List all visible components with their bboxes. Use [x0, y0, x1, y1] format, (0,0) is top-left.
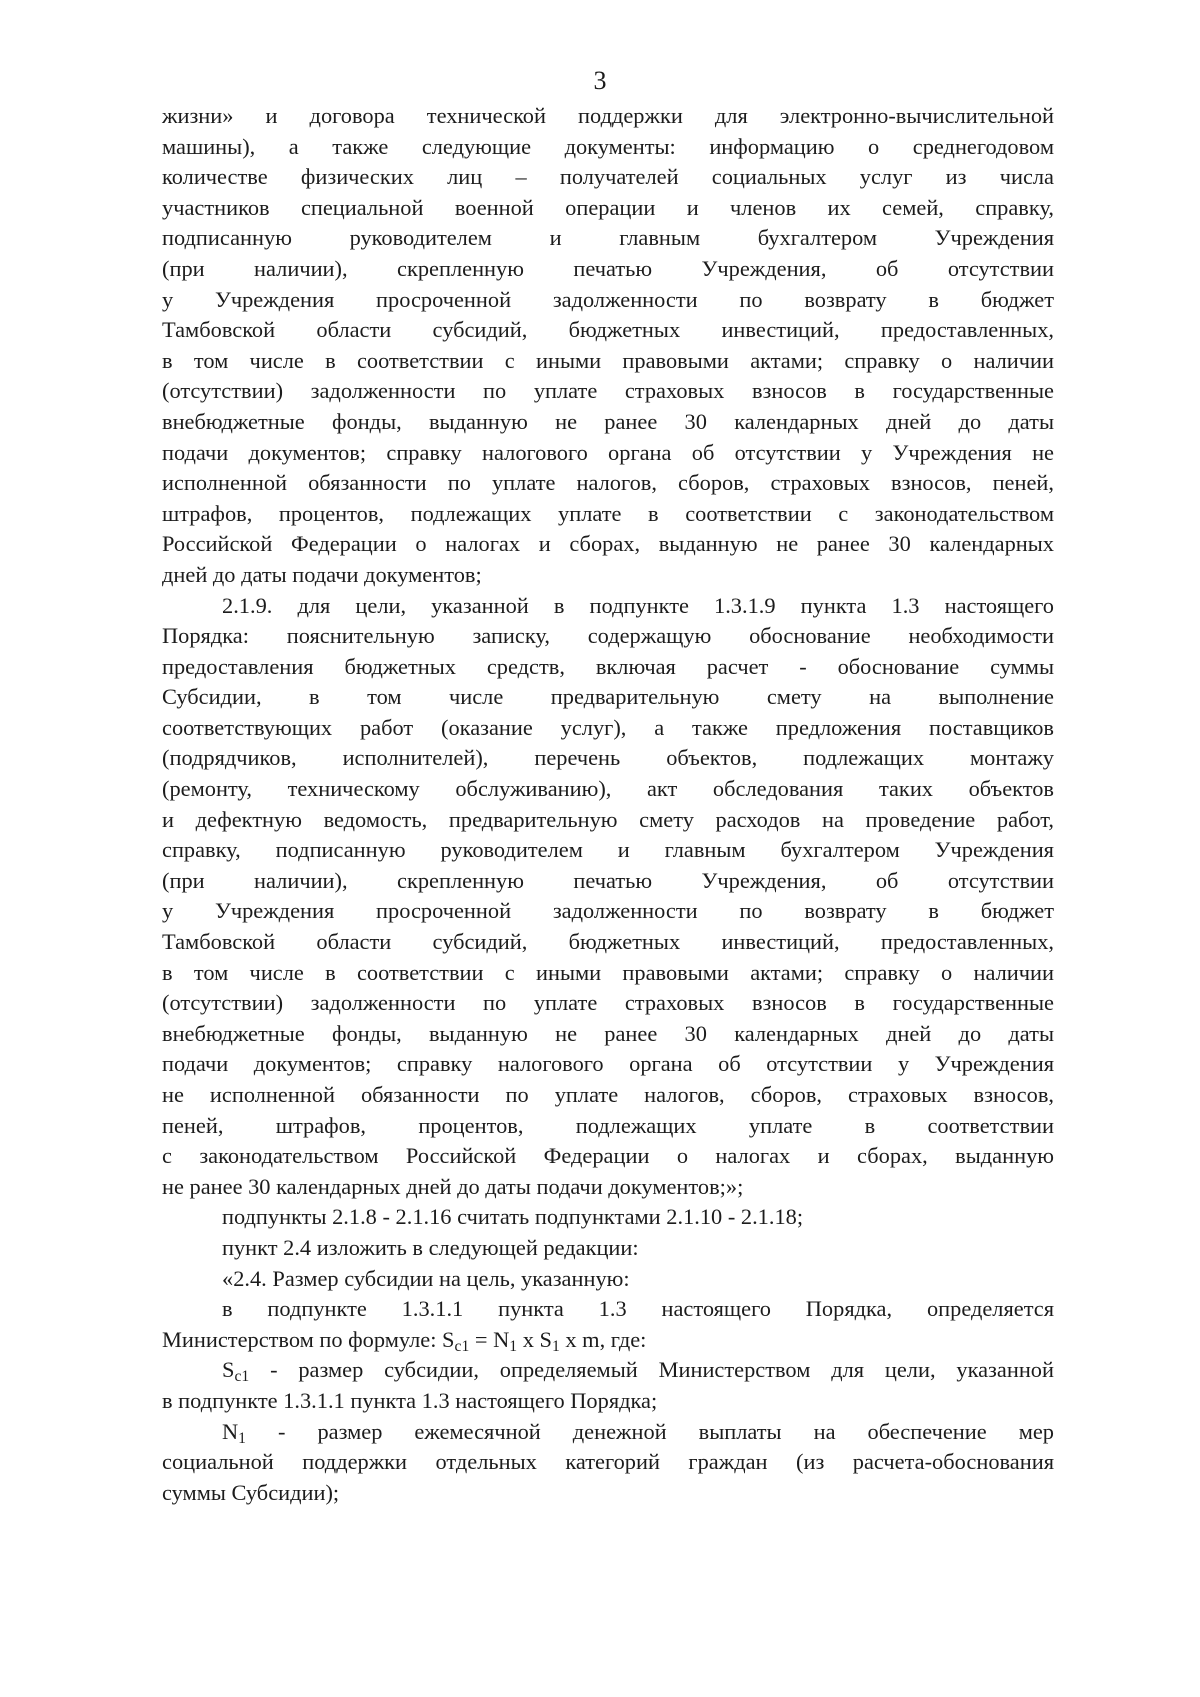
text-run: не ранее 30 календарных дней до даты подачи документов;»; [162, 1173, 744, 1199]
document-body [162, 101, 1054, 1508]
text-run: пеней, штрафов, процентов, подлежащих уплате в соответствии [162, 1112, 1054, 1138]
text-run: пункт 2.4 изложить в следующей редакции: [222, 1234, 639, 1260]
text-line [162, 743, 1054, 774]
text-line [162, 1447, 1054, 1478]
text-line [162, 285, 1054, 316]
text-line [162, 407, 1054, 438]
text-line [162, 774, 1054, 805]
text-run: (отсутствии) задолженности по уплате страховых взносов в государственные [162, 990, 1054, 1016]
text-run: подпункты 2.1.8 - 2.1.16 считать подпунктами 2.1.10 - 2.1.18; [222, 1204, 804, 1230]
text-run: суммы Субсидии); [162, 1479, 340, 1505]
text-line [162, 1019, 1054, 1050]
text-run: x S [517, 1326, 552, 1352]
text-line [162, 652, 1054, 683]
text-run: внебюджетные фонды, выданную не ранее 30 календарных дней до даты [162, 1020, 1054, 1046]
text-line [162, 1233, 1054, 1264]
text-line [162, 1141, 1054, 1172]
text-line [162, 499, 1054, 530]
text-run: - размер субсидии, определяемый Министерством для цели, указанной [249, 1357, 1054, 1383]
text-line [162, 1264, 1054, 1295]
text-run: подачи документов; справку налогового органа об отсутствии у Учреждения [162, 1051, 1054, 1077]
text-line [162, 1080, 1054, 1111]
text-run: Тамбовской области субсидий, бюджетных инвестиций, предоставленных, [162, 317, 1054, 343]
text-run: S [222, 1357, 235, 1383]
text-run: с законодательством Российской Федерации о налогах и сборах, выданную [162, 1143, 1054, 1169]
text-line [162, 1111, 1054, 1142]
text-run: (ремонту, техническому обслуживанию), акт обследования таких объектов [162, 776, 1054, 802]
text-line [162, 866, 1054, 897]
text-run: в том числе в соответствии с иными правовыми актами; справку о наличии [162, 347, 1054, 373]
text-run: x m, где: [559, 1326, 647, 1352]
text-line [162, 1172, 1054, 1203]
text-line [162, 560, 1054, 591]
text-line [162, 621, 1054, 652]
text-run: (подрядчиков, исполнителей), перечень объектов, подлежащих монтажу [162, 745, 1054, 771]
text-line [162, 988, 1054, 1019]
text-line [162, 346, 1054, 377]
subscript: 1 [509, 1337, 518, 1355]
text-run: и дефектную ведомость, предварительную смету расходов на проведение работ, [162, 806, 1054, 832]
text-line [162, 927, 1054, 958]
text-line [162, 468, 1054, 499]
text-run: количестве физических лиц – получателей социальных услуг из числа [162, 164, 1054, 190]
text-run: внебюджетные фонды, выданную не ранее 30 календарных дней до даты [162, 408, 1054, 434]
text-run: предоставления бюджетных средств, включая расчет - обоснование суммы [162, 653, 1054, 679]
text-run: подписанную руководителем и главным бухгалтером Учреждения [162, 225, 1054, 251]
text-run: соответствующих работ (оказание услуг), а также предложения поставщиков [162, 714, 1054, 740]
text-line [162, 805, 1054, 836]
text-run: (отсутствии) задолженности по уплате страховых взносов в государственные [162, 378, 1054, 404]
text-line [162, 223, 1054, 254]
text-line [162, 682, 1054, 713]
text-line [162, 162, 1054, 193]
text-run: исполненной обязанности по уплате налогов, сборов, страховых взносов, пеней, [162, 470, 1054, 496]
text-run: штрафов, процентов, подлежащих уплате в соответствии с законодательством [162, 500, 1054, 526]
text-run: жизни» и договора технической поддержки для электронно-вычислительной [162, 103, 1054, 128]
text-line [162, 1049, 1054, 1080]
subscript: c1 [454, 1337, 470, 1355]
text-run: у Учреждения просроченной задолженности по возврату в бюджет [162, 898, 1054, 924]
subscript: 1 [238, 1429, 246, 1447]
text-run: социальной поддержки отдельных категорий граждан (из расчета-обоснования [162, 1449, 1054, 1475]
subscript: c1 [234, 1368, 250, 1386]
text-line [162, 835, 1054, 866]
text-line [162, 713, 1054, 744]
text-run: в подпункте 1.3.1.1 пункта 1.3 настоящего Порядка, определяется [222, 1296, 1054, 1322]
text-run: не исполненной обязанности по уплате налогов, сборов, страховых взносов, [162, 1082, 1054, 1107]
text-line [162, 1355, 1054, 1386]
text-run: подачи документов; справку налогового органа об отсутствии у Учреждения не [162, 439, 1054, 465]
text-run: у Учреждения просроченной задолженности по возврату в бюджет [162, 286, 1054, 312]
subscript: 1 [551, 1337, 560, 1355]
text-run: участников специальной военной операции и членов их семей, справку, [162, 194, 1054, 220]
text-line [162, 101, 1054, 132]
text-line [162, 1478, 1054, 1509]
text-run: (при наличии), скрепленную печатью Учреждения, об отсутствии [162, 255, 1054, 281]
text-line [162, 529, 1054, 560]
text-line [162, 896, 1054, 927]
text-run: машины), а также следующие документы: информацию о среднегодовом [162, 133, 1054, 159]
text-run: справку, подписанную руководителем и главным бухгалтером Учреждения [162, 837, 1054, 863]
page-number: 3 [593, 66, 607, 95]
text-run: дней до даты подачи документов; [162, 561, 482, 587]
text-run: N [222, 1418, 239, 1444]
text-line [162, 132, 1054, 163]
text-run: в том числе в соответствии с иными правовыми актами; справку о наличии [162, 959, 1054, 985]
text-line [162, 438, 1054, 469]
text-line [162, 254, 1054, 285]
text-line [162, 1294, 1054, 1325]
text-line [162, 958, 1054, 989]
text-run: в подпункте 1.3.1.1 пункта 1.3 настоящего Порядка; [162, 1387, 658, 1413]
text-run: Российской Федерации о налогах и сборах, выданную не ранее 30 календарных [162, 531, 1054, 557]
text-line [162, 376, 1054, 407]
text-run: = N [469, 1326, 510, 1352]
text-run: 2.1.9. для цели, указанной в подпункте 1.3.1.9 пункта 1.3 настоящего [222, 592, 1054, 618]
text-line [162, 1325, 1054, 1356]
text-run: - размер ежемесячной денежной выплаты на обеспечение мер [246, 1418, 1054, 1444]
text-run: «2.4. Размер субсидии на цель, указанную: [222, 1265, 630, 1291]
text-run: (при наличии), скрепленную печатью Учреждения, об отсутствии [162, 867, 1054, 893]
text-line [162, 1386, 1054, 1417]
text-run: Порядка: пояснительную записку, содержащую обоснование необходимости [162, 623, 1054, 649]
text-line [162, 193, 1054, 224]
text-line [162, 1202, 1054, 1233]
text-run: Министерством по формуле: S [162, 1326, 455, 1352]
text-run: Тамбовской области субсидий, бюджетных инвестиций, предоставленных, [162, 929, 1054, 955]
text-line [162, 591, 1054, 622]
text-run: Субсидии, в том числе предварительную смету на выполнение [162, 684, 1054, 710]
text-line [162, 315, 1054, 346]
text-line [162, 1417, 1054, 1448]
